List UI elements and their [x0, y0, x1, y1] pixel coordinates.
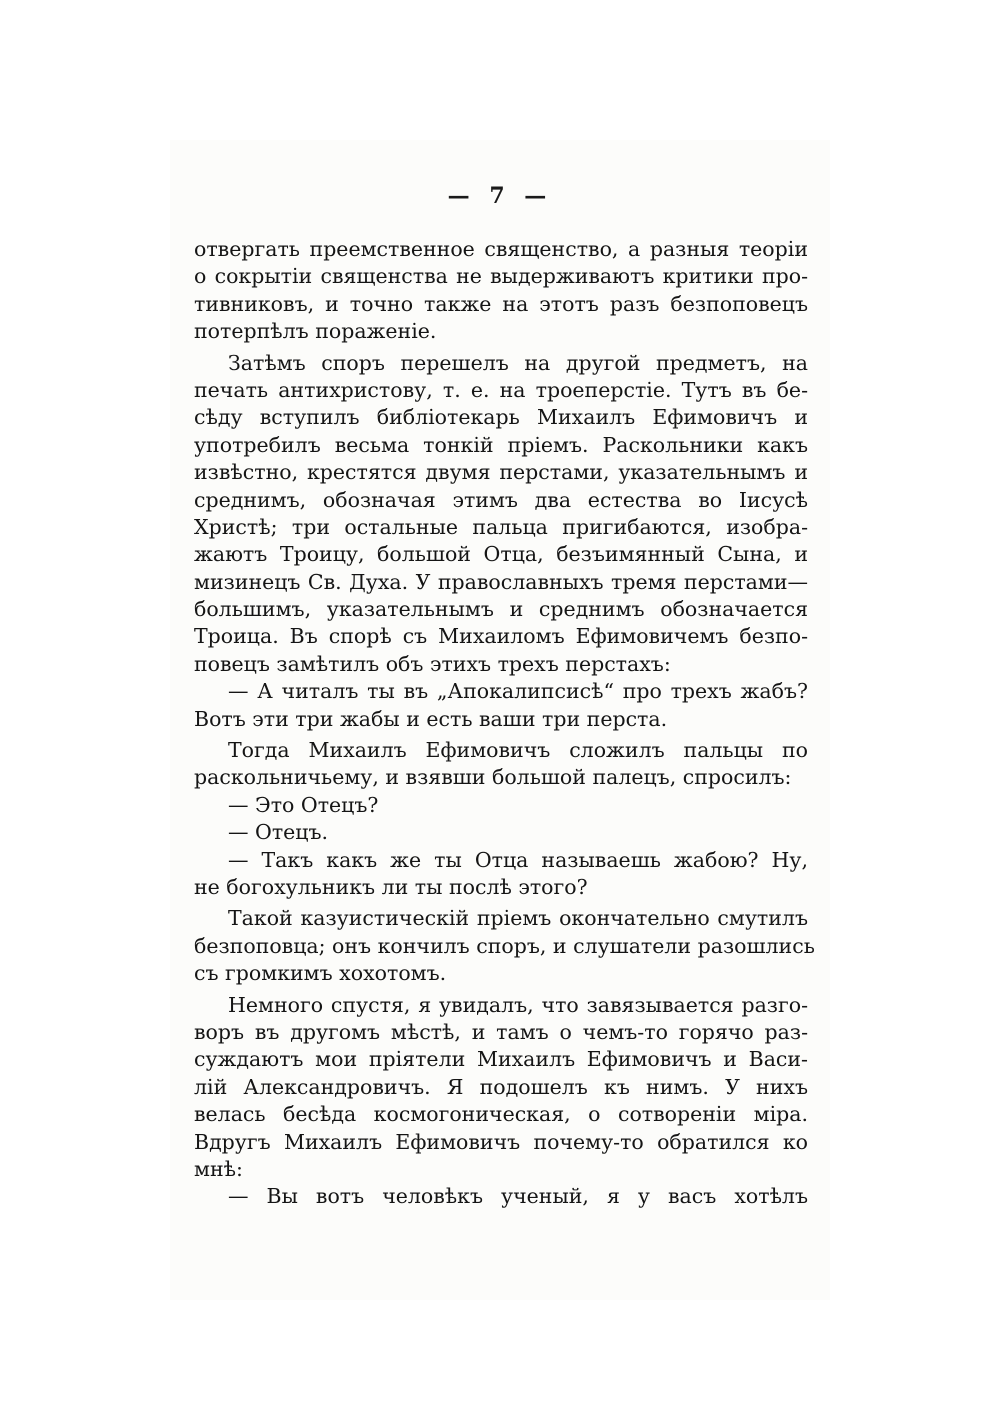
- text-line: велась бесѣда космогоническая, о сотворенiи мiра.: [194, 1102, 808, 1127]
- text-line: Такой казуистическiй прiемъ окончательно смутилъ: [228, 906, 808, 931]
- text-line: — Отецъ.: [228, 820, 329, 845]
- text-line: Троица. Въ спорѣ съ Михаиломъ Ефимовичемъ безпо-: [194, 624, 808, 649]
- text-line: употребилъ весьма тонкiй прiемъ. Раскольники какъ: [194, 432, 808, 457]
- text-line: тивниковъ, и точно также на этотъ разъ безпоповецъ: [194, 291, 808, 316]
- text-line: Немного спустя, я увидалъ, что завязывается разго-: [228, 992, 808, 1017]
- text-line: — А читалъ ты въ „Апокалипсисѣ“ про трехъ жабъ?: [228, 679, 808, 704]
- text-line: — Вы вотъ человѣкъ ученый, я у васъ хотѣлъ: [228, 1184, 808, 1209]
- text-line: потерпѣлъ пораженiе.: [194, 319, 437, 344]
- text-line: жаютъ Троицу, большой Отца, безъимянный Сына, и: [194, 542, 808, 567]
- text-line: мизинецъ Св. Духа. У православныхъ тремя перстами—: [194, 569, 808, 594]
- text-line: мнѣ:: [194, 1156, 243, 1181]
- text-line: раскольничьему, и взявши большой палецъ, спросилъ:: [194, 765, 792, 790]
- text-line: среднимъ, обозначая этимъ два естества во Iисусѣ: [194, 487, 808, 512]
- text-line: Затѣмъ споръ перешелъ на другой предметъ, на: [228, 350, 808, 375]
- text-line: Вдругъ Михаилъ Ефимовичъ почему-то обратился ко: [194, 1129, 808, 1154]
- page-number-header: — 7 —: [447, 183, 553, 209]
- text-line: безпоповца; онъ кончилъ споръ, и слушатели разошлись: [194, 933, 815, 958]
- text-line: о сокрытiи священства не выдерживаютъ критики про-: [194, 264, 808, 289]
- text-line: сѣду вступилъ библiотекарь Михаилъ Ефимовичъ и: [194, 405, 808, 430]
- text-line: Христѣ; три остальные пальца пригибаются, изобра-: [194, 514, 808, 539]
- text-line: — Такъ какъ же ты Отца называешь жабою? Ну,: [228, 847, 808, 872]
- text-line: суждаютъ мои прiятели Михаилъ Ефимовичъ и Васи-: [194, 1047, 808, 1072]
- text-line: извѣстно, крестятся двумя перстами, указательнымъ и: [194, 460, 808, 485]
- body-text: [194, 236, 815, 1211]
- text-line: отвергать преемственное священство, а разныя теорiи: [194, 237, 808, 261]
- text-line: лiй Александровичъ. Я подошелъ къ нимъ. У нихъ: [194, 1074, 808, 1099]
- text-line: воръ въ другомъ мѣстѣ, и тамъ о чемъ-то горячо раз-: [194, 1019, 808, 1044]
- text-line: не богохульникъ ли ты послѣ этого?: [194, 874, 588, 899]
- text-line: съ громкимъ хохотомъ.: [194, 961, 447, 986]
- text-line: повецъ замѣтилъ объ этихъ трехъ перстахъ:: [194, 651, 671, 676]
- text-line: Вотъ эти три жабы и есть ваши три перста.: [194, 706, 668, 731]
- text-line: печать антихристову, т. е. на троеперстiе. Тутъ въ бе-: [194, 377, 808, 402]
- text-line: большимъ, указательнымъ и среднимъ обозначается: [194, 597, 808, 622]
- text-line: — Это Отецъ?: [228, 792, 379, 817]
- text-line: Тогда Михаилъ Ефимовичъ сложилъ пальцы по: [228, 738, 808, 763]
